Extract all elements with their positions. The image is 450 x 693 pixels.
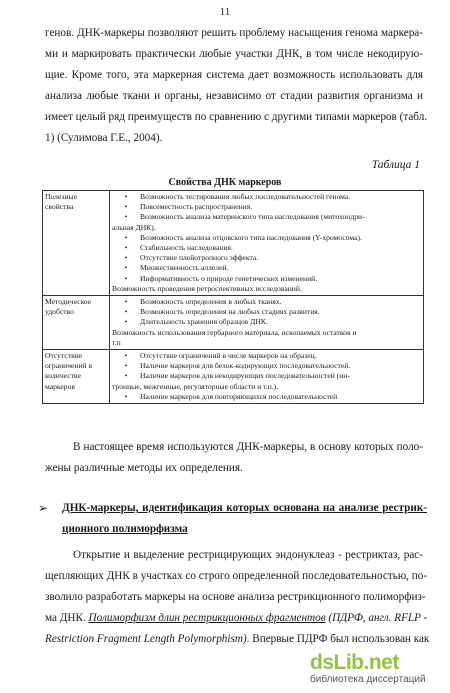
text-line: 1) (Сулимова Г.Е., 2004). (45, 132, 163, 144)
text-line: зволило разработать маркеры на основе анализа рестрикционного полиморфиз- (45, 591, 426, 603)
table-row (43, 296, 424, 350)
table-caption: Таблица 1 (371, 159, 420, 171)
list-item: • Наличие маркеров для некодирующих последовательностей (ин- (124, 371, 350, 381)
list-item: • Отсутствие плейотропного эффекта. (124, 253, 259, 263)
text-line: ми и маркировать практически любые участки ДНК, в том числе некодирую- (45, 48, 423, 60)
term-rflp-ru: Полиморфизм длин рестрикционных фрагментов (88, 612, 326, 624)
text-line: щепляющих ДНК в участках со строго определенной последовательностью, по- (45, 570, 428, 582)
properties-table (42, 190, 424, 404)
text-line: ма ДНК. Полиморфизм длин рестрикционных фрагментов (ПДРФ, англ. RFLP - (45, 612, 428, 624)
list-item: • Стабильность наследования. (124, 243, 233, 253)
watermark-subtitle: библиотека диссертаций (310, 674, 426, 685)
table-category-cell: Методическое удобство (43, 296, 110, 350)
after-table-paragraph (45, 437, 423, 479)
list-item: • Информативность о природе генетических изменений. (124, 273, 318, 283)
arrow-bullet-icon: ➢ (38, 501, 49, 515)
heading-line: ДНК-маркеры, идентификация которых основана на анализе рестрик- (62, 502, 427, 514)
text-line: Открытие и выделение рестрицирующих эндонуклеаз - рестриктаз, рас- (73, 549, 423, 561)
table-category-cell: Отсутствие ограничений в количестве маркеров (43, 350, 110, 404)
watermark-logo (310, 651, 438, 687)
text-line: щие. Кроме того, эта маркерная система дает возможность использовать для (45, 69, 423, 81)
list-item-continuation: тронные, межгенные, регуляторные области и т.п.). (112, 381, 279, 391)
list-item: • Отсутствие ограничений в числе маркеров на образец. (124, 351, 317, 361)
list-item: • Возможность тестирования любых последовательностей генома. (124, 192, 351, 201)
list-item: • Длительность хранения образцов ДНК. (124, 317, 268, 327)
text-line: имеет целый ряд преимуществ по сравнению с другими типами маркеров (табл. (45, 111, 428, 123)
table-items-cell (110, 296, 424, 350)
list-item-continuation: альная ДНК). (112, 222, 156, 232)
list-item: • Наличие маркеров для белок-кодирующих последовательностей. (124, 361, 351, 371)
list-item: • Возможность анализа отцовского типа наследования (Y-хромосома). (124, 232, 362, 242)
list-text: т.п (112, 337, 121, 347)
text-line: жены различные методы их определения. (45, 462, 243, 474)
page-number: 11 (219, 6, 231, 18)
table-category-cell: Полезные свойства (43, 191, 110, 296)
table-row (43, 350, 424, 404)
list-text: Возможность использования гербарного материала, ископаемых остатков и (112, 327, 357, 337)
text-line: Restriction Fragment Length Polymorphism). Впервые ПДРФ был использован как (45, 633, 430, 645)
table-title: Свойства ДНК маркеров (168, 177, 282, 188)
heading-line: ционного полиморфизма (62, 523, 188, 535)
list-item: • Наличие маркеров для повторяющихся последовательностей (124, 391, 338, 401)
text-line: анализа любые ткани и органы, независимо от стадии развития организма и (45, 90, 423, 102)
table-row (43, 191, 424, 296)
watermark-logo-text: dsLib.net (310, 651, 399, 674)
list-item: • Возможность определения на любых стадиях развития. (124, 307, 320, 317)
list-item: • Возможность анализа материнского типа наследования (митохондри- (124, 212, 365, 222)
table-items-cell (110, 191, 424, 296)
intro-paragraph (45, 23, 428, 149)
list-item: • Множественность аллелей. (124, 263, 229, 273)
text-line: В настоящее время используются ДНК-маркеры, в основу которых поло- (73, 441, 423, 453)
table-items-cell (110, 350, 424, 404)
list-item: • Повсеместность распространения. (124, 202, 253, 212)
list-text: Возможность проведения ретроспективных исследований. (112, 283, 302, 293)
text-line: генов. ДНК-маркеры позволяют решить проблему насыщения генома маркера- (45, 27, 423, 39)
body-paragraph (45, 545, 430, 650)
list-item: • Возможность определения в любых тканях. (124, 297, 282, 307)
